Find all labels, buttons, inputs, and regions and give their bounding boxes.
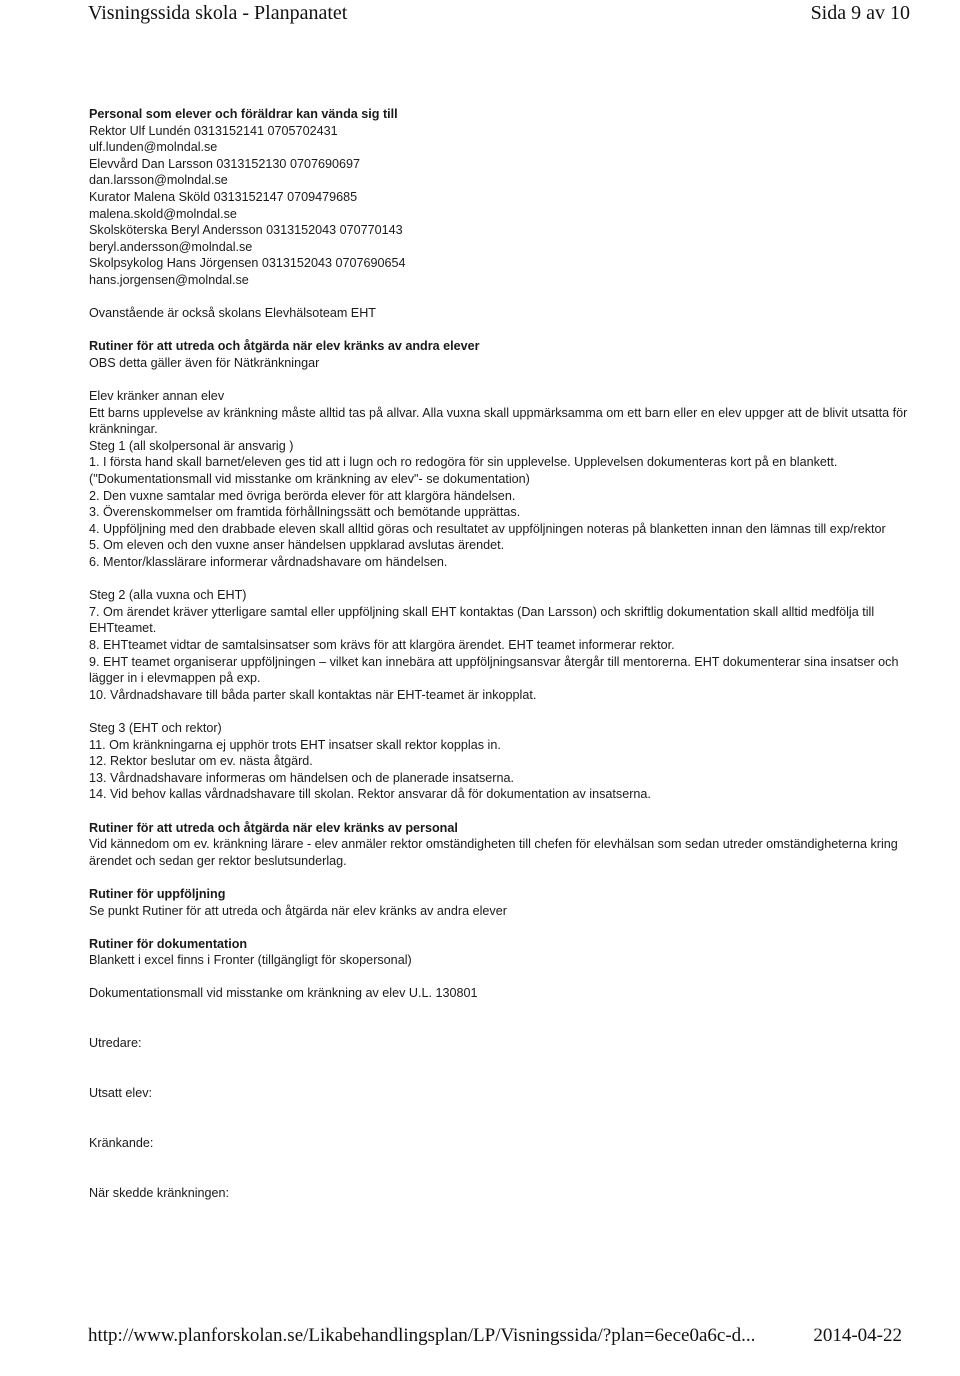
contact-line: Kurator Malena Sköld 0313152147 0709479685 <box>89 189 358 204</box>
form-field-when: När skedde kränkningen: <box>89 1186 230 1201</box>
step-item: 3. Överenskommelser om framtida förhållningssätt och bemötande upprättas. <box>89 505 521 520</box>
step-item: 7. Om ärendet kräver ytterligare samtal eller uppföljning skall EHT kontaktas (Dan Larsson) och skriftlig dokumentation skall alltid medfölja till EHTteamet. <box>89 604 875 636</box>
form-field-investigator: Utredare: <box>89 1036 142 1051</box>
step-item: 1. I första hand skall barnet/eleven ges tid att i lugn och ro redogöra för sin upplevelse. Upplevelsen dokumenteras kort på en blankett. ("Dokumentationsmall vid misstanke om kränkning av elev"- se dokumentation) <box>89 455 838 487</box>
obs-note: OBS detta gäller även för Nätkränkningar <box>89 355 320 370</box>
step-item: 4. Uppföljning med den drabbade eleven skall alltid göras och resultatet av uppföljningen noteras på blanketten innan den lämnas till exp/rektor <box>89 521 886 536</box>
step-item: 5. Om eleven och den vuxne anser händelsen uppklarad avslutas ärendet. <box>89 538 505 553</box>
form-field-victim: Utsatt elev: <box>89 1086 152 1101</box>
form-title: Dokumentationsmall vid misstanke om kränkning av elev U.L. 130801 <box>89 986 478 1001</box>
contact-line: dan.larsson@molndal.se <box>89 173 228 188</box>
contact-line: malena.skold@molndal.se <box>89 206 237 221</box>
section-heading-followup: Rutiner för uppföljning <box>89 886 226 901</box>
document-body <box>89 106 911 1235</box>
contact-line: beryl.andersson@molndal.se <box>89 239 253 254</box>
step-item: 9. EHT teamet organiserar uppföljningen – vilket kan innebära att uppföljningsansvar återgår till mentorerna. EHT dokumenterar sina insatser och lägger in i elevmappen på exp. <box>89 654 899 686</box>
page-header-title: Visningssida skola - Planpanatet <box>88 2 348 24</box>
staff-paragraph: Vid kännedom om ev. kränkning lärare - elev anmäler rektor omständigheten till chefen för elevhälsan som sedan utreder omständigheterna kring ärendet och sedan ger rektor beslutsunderlag. <box>89 837 898 868</box>
contact-line: Skolsköterska Beryl Andersson 0313152043 070770143 <box>89 223 403 238</box>
step-item: 8. EHTteamet vidtar de samtalsinsatser som krävs för att klargöra ärendet. EHT teamet informerar rektor. <box>89 638 675 652</box>
step-item: 2. Den vuxne samtalar med övriga berörda elever för att klargöra händelsen. <box>89 488 516 503</box>
section-heading-staff: Rutiner för att utreda och åtgärda när elev kränks av personal <box>89 820 458 835</box>
step-item: 10. Vårdnadshavare till båda parter skall kontaktas när EHT-teamet är inkopplat. <box>89 687 537 702</box>
documentation-text: Blankett i excel finns i Fronter (tillgängligt för skopersonal) <box>89 953 412 968</box>
step-item: 14. Vid behov kallas vårdnadshavare till skolan. Rektor ansvarar då för dokumentation av insatserna. <box>89 787 651 802</box>
followup-text: Se punkt Rutiner för att utreda och åtgärda när elev kränks av andra elever <box>89 903 507 918</box>
step-item: 11. Om kränkningarna ej upphör trots EHT insatser skall rektor kopplas in. <box>89 737 501 752</box>
contact-line: Rektor Ulf Lundén 0313152141 0705702431 <box>89 123 338 138</box>
intro-paragraph: Ett barns upplevelse av kränkning måste alltid tas på allvar. Alla vuxna skall uppmärksamma om ett barn eller en elev uppger att de blivit utsatta för kränkningar. <box>89 405 908 437</box>
footer-date: 2014-04-22 <box>813 1325 902 1346</box>
form-field-offender: Kränkande: <box>89 1136 154 1151</box>
step-item: 6. Mentor/klasslärare informerar vårdnadshavare om händelsen. <box>89 555 448 570</box>
step-title: Steg 2 (alla vuxna och EHT) <box>89 588 247 603</box>
footer-url: http://www.planforskolan.se/Likabehandlingsplan/LP/Visningssida/?plan=6ece0a6c-d... <box>88 1325 756 1346</box>
page-number: Sida 9 av 10 <box>810 2 910 24</box>
contact-line: Elevvård Dan Larsson 0313152130 0707690697 <box>89 156 360 171</box>
sub-heading: Elev kränker annan elev <box>89 389 225 404</box>
step-title: Steg 1 (all skolpersonal är ansvarig ) <box>89 438 294 453</box>
section-heading-students: Rutiner för att utreda och åtgärda när elev kränks av andra elever <box>89 339 480 354</box>
step-title: Steg 3 (EHT och rektor) <box>89 720 222 735</box>
contact-line: ulf.lunden@molndal.se <box>89 140 218 155</box>
step-item: 12. Rektor beslutar om ev. nästa åtgärd. <box>89 754 313 769</box>
section-heading-documentation: Rutiner för dokumentation <box>89 936 248 951</box>
contacts-heading: Personal som elever och föräldrar kan vända sig till <box>89 107 398 121</box>
contact-line: hans.jorgensen@molndal.se <box>89 272 249 287</box>
eht-note: Ovanstående är också skolans Elevhälsoteam EHT <box>89 306 376 321</box>
contact-line: Skolpsykolog Hans Jörgensen 0313152043 0707690654 <box>89 256 406 271</box>
step-item: 13. Vårdnadshavare informeras om händelsen och de planerade insatserna. <box>89 770 514 785</box>
